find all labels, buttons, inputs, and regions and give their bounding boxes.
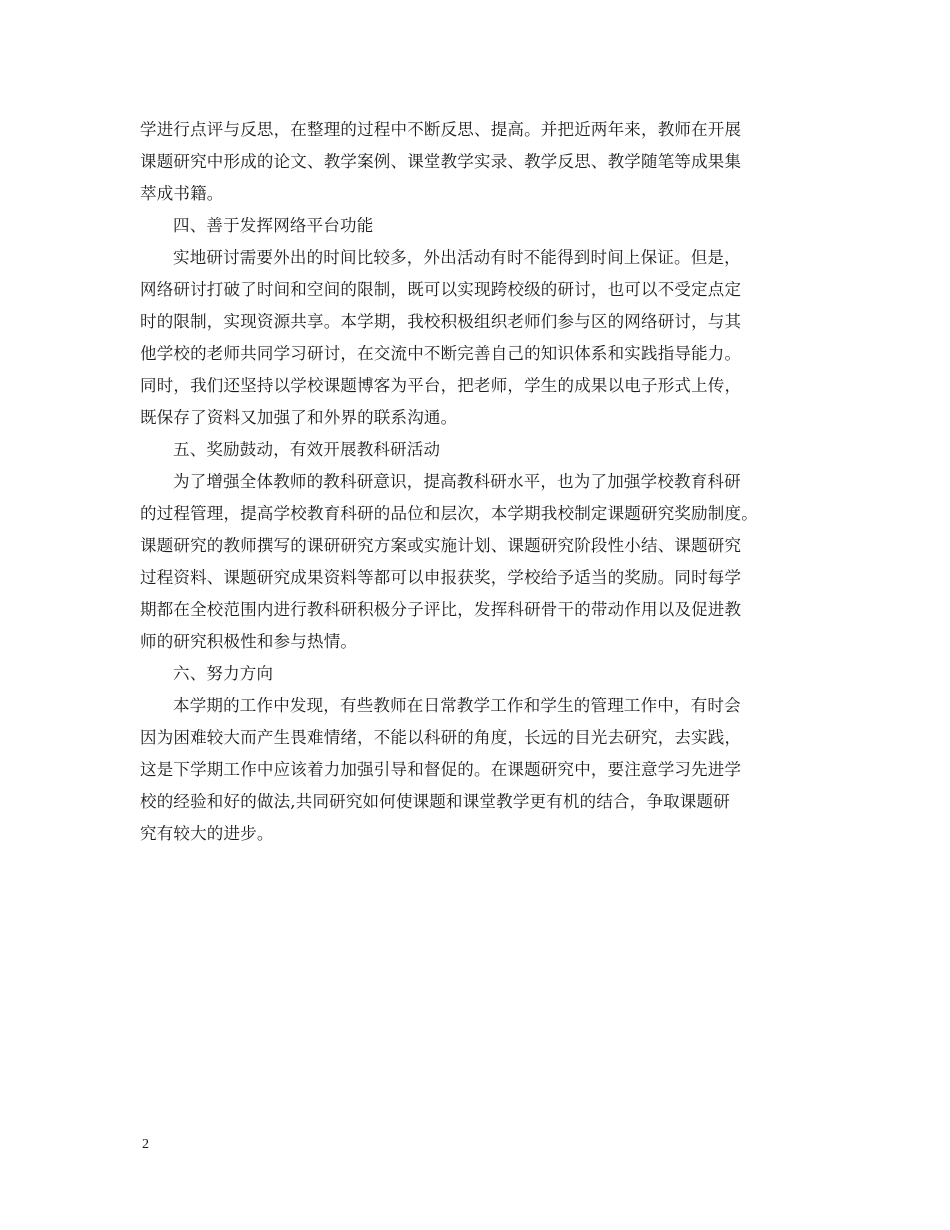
text-line: 究有较大的进步。 — [140, 824, 274, 843]
body-text — [140, 114, 816, 850]
page-number: 2 — [142, 1137, 149, 1152]
text-line: 学进行点评与反思，在整理的过程中不断反思、提高。并把近两年来，教师在开展 — [140, 120, 742, 139]
text-line: 时的限制，实现资源共享。本学期，我校积极组织老师们参与区的网络研讨，与其 — [140, 312, 742, 331]
text-line: 师的研究积极性和参与热情。 — [140, 632, 358, 651]
text-line: 因为困难较大而产生畏难情绪，不能以科研的角度，长远的目光去研究，去实践， — [140, 728, 742, 747]
section-heading: 四、善于发挥网络平台功能 — [173, 216, 374, 235]
text-line: 这是下学期工作中应该着力加强引导和督促的。在课题研究中，要注意学习先进学 — [140, 760, 742, 779]
text-line: 为了增强全体教师的教科研意识，提高教科研水平，也为了加强学校教育科研 — [173, 472, 741, 491]
text-line: 萃成书籍。 — [140, 184, 224, 203]
section-heading: 六、努力方向 — [173, 664, 274, 683]
text-line: 本学期的工作中发现，有些教师在日常教学工作和学生的管理工作中，有时会 — [173, 696, 741, 715]
text-line: 他学校的老师共同学习研讨，在交流中不断完善自己的知识体系和实践指导能力。 — [140, 344, 742, 363]
text-line: 校的经验和好的做法,共同研究如何使课题和课堂教学更有机的结合，争取课题研 — [140, 792, 730, 811]
text-line: 课题研究的教师撰写的课研研究方案或实施计划、课题研究阶段性小结、课题研究 — [140, 536, 742, 555]
text-line: 期都在全校范围内进行教科研积极分子评比，发挥科研骨干的带动作用以及促进教 — [140, 600, 742, 619]
text-line: 同时，我们还坚持以学校课题博客为平台，把老师，学生的成果以电子形式上传， — [140, 376, 742, 395]
text-line: 的过程管理，提高学校教育科研的品位和层次，本学期我校制定课题研究奖励制度。 — [140, 504, 758, 523]
text-line: 过程资料、课题研究成果资料等都可以申报获奖，学校给予适当的奖励。同时每学 — [140, 568, 742, 587]
text-line: 网络研讨打破了时间和空间的限制，既可以实现跨校级的研讨，也可以不受定点定 — [140, 280, 742, 299]
text-line: 课题研究中形成的论文、教学案例、课堂教学实录、教学反思、教学随笔等成果集 — [140, 152, 742, 171]
text-line: 既保存了资料又加强了和外界的联系沟通。 — [140, 408, 458, 427]
section-heading: 五、奖励鼓动，有效开展教科研活动 — [173, 440, 441, 459]
text-line: 实地研讨需要外出的时间比较多，外出活动有时不能得到时间上保证。但是， — [173, 248, 741, 267]
